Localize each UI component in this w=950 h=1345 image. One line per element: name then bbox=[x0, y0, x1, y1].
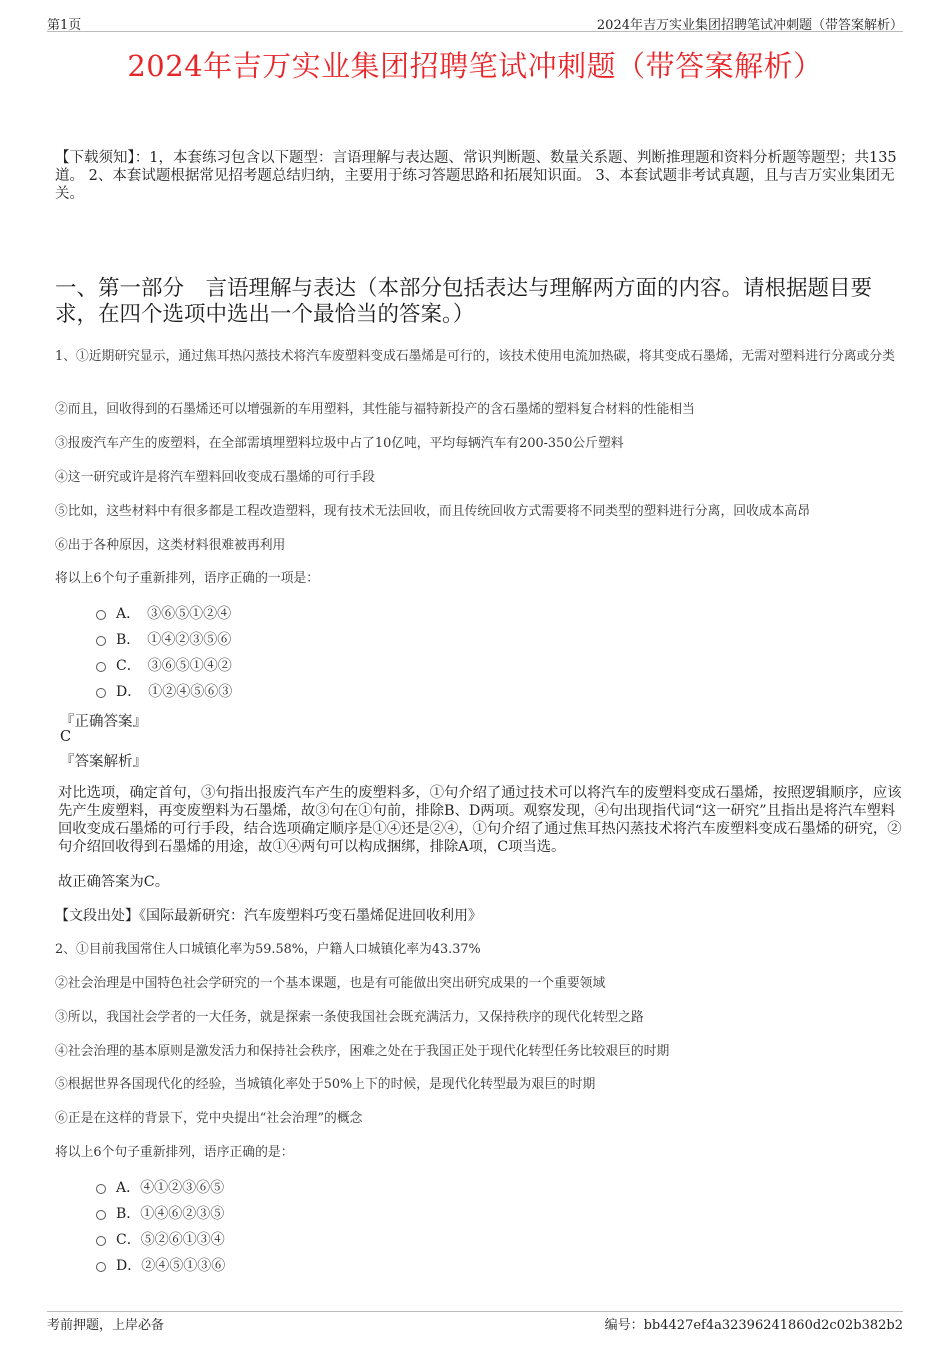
analysis-text: 对比选项，确定首句，③句指出报废汽车产生的废塑料多，①句介绍了通过技术可以将汽车的废塑料变成石墨烯，按照逻辑顺序，应该先产生废塑料，再变废塑料为石墨烯，故③句在①句前，排除B、D两项。观察发现，④句出现指代词“这一研究”且指出是将汽车塑料回收变成石墨烯的可行手段，结合选项确定顺序是①④还是②④，①句介绍了通过焦耳热闪蒸技术将汽车废塑料变成石墨烯的研究，②句介绍回收得到石墨烯的用途，故①④两句可以构成捆绑，排除A项，C项当选。 bbox=[58, 785, 902, 855]
q1-line-1: 1、①近期研究显示，通过焦耳热闪蒸技术将汽车废塑料变成石墨烯是可行的，该技术使用电流加热碳，将其变成石墨烯，无需对塑料进行分离或分类 bbox=[55, 349, 895, 364]
q1-line-3: ③报废汽车产生的废塑料，在全部需填埋塑料垃圾中占了10亿吨，平均每辆汽车有200-350公斤塑料 bbox=[55, 436, 624, 451]
q2-line-2: ②社会治理是中国特色社会学研究的一个基本课题，也是有可能做出突出研究成果的一个重要领域 bbox=[55, 976, 606, 991]
q2-prompt: 将以上6个句子重新排列，语序正确的是： bbox=[55, 1145, 294, 1160]
document-title: 2024年吉万实业集团招聘笔试冲刺题（带答案解析） bbox=[127, 49, 823, 83]
footer-doc-id: 编号：bb4427ef4a32396241860d2c02b382b2 bbox=[604, 1318, 903, 1333]
answer-label: 『正确答案』 bbox=[60, 714, 147, 730]
header-doc-title: 2024年吉万实业集团招聘笔试冲刺题（带答案解析） bbox=[596, 18, 903, 33]
q2-line-3: ③所以，我国社会学者的一大任务，就是探索一条使我国社会既充满活力，又保持秩序的现代化转型之路 bbox=[55, 1010, 644, 1025]
q1-line-4: ④这一研究或许是将汽车塑料回收变成石墨烯的可行手段 bbox=[55, 470, 375, 485]
radio-icon[interactable] bbox=[96, 1262, 106, 1272]
q1-prompt: 将以上6个句子重新排列，语序正确的一项是： bbox=[55, 571, 320, 586]
analysis-label: 『答案解析』 bbox=[60, 754, 147, 770]
q1-option-b[interactable]: B． ①④②③⑤⑥ bbox=[96, 631, 231, 649]
q2-line-4: ④社会治理的基本原则是激发活力和保持社会秩序，困难之处在于我国正处于现代化转型任务比较艰巨的时期 bbox=[55, 1044, 670, 1059]
q1-line-6: ⑥出于各种原因，这类材料很难被再利用 bbox=[55, 538, 286, 553]
q2-line-5: ⑤根据世界各国现代化的经验，当城镇化率处于50%上下的时候，是现代化转型最为艰巨的时期 bbox=[55, 1077, 596, 1092]
footer-slogan: 考前押题，上岸必备 bbox=[47, 1318, 165, 1333]
radio-icon[interactable] bbox=[96, 636, 106, 646]
download-notice: 【下载须知】：1，本套练习包含以下题型：言语理解与表达题、常识判断题、数量关系题、判断推理题和资料分析题等题型；共135道。 2、本套试题根据常见招考题总结归纳，主要用于练习答题思路和拓展知识面。 3、本套试题非考试真题，且与吉万实业集团无关。 bbox=[55, 150, 897, 202]
q2-option-c[interactable]: C．⑤②⑥①③④ bbox=[96, 1231, 225, 1249]
radio-icon[interactable] bbox=[96, 1184, 106, 1194]
radio-icon[interactable] bbox=[96, 1236, 106, 1246]
radio-icon[interactable] bbox=[96, 610, 106, 620]
analysis-conclusion: 故正确答案为C。 bbox=[58, 874, 170, 890]
footer-divider bbox=[47, 1311, 903, 1312]
radio-icon[interactable] bbox=[96, 688, 106, 698]
q2-option-d[interactable]: D．②④⑤①③⑥ bbox=[96, 1257, 225, 1275]
header-divider bbox=[47, 31, 903, 32]
q1-option-c[interactable]: C． ③⑥⑤①④② bbox=[96, 657, 232, 675]
q2-option-b[interactable]: B．①④⑥②③⑤ bbox=[96, 1205, 224, 1223]
q1-option-a[interactable]: A． ③⑥⑤①②④ bbox=[96, 605, 231, 623]
section-heading: 一、第一部分 言语理解与表达（本部分包括表达与理解两方面的内容。请根据题目要求，在四个选项中选出一个最恰当的答案。） bbox=[55, 276, 873, 327]
source-citation: 【文段出处】《国际最新研究：汽车废塑料巧变石墨烯促进回收利用》 bbox=[55, 908, 482, 924]
q1-option-d[interactable]: D． ①②④⑤⑥③ bbox=[96, 683, 232, 701]
q2-line-1: 2、①目前我国常住人口城镇化率为59.58%，户籍人口城镇化率为43.37% bbox=[55, 942, 481, 957]
radio-icon[interactable] bbox=[96, 1210, 106, 1220]
q1-line-2: ②而且，回收得到的石墨烯还可以增强新的车用塑料，其性能与福特新投产的含石墨烯的塑料复合材料的性能相当 bbox=[55, 402, 695, 417]
q1-line-5: ⑤比如，这些材料中有很多都是工程改造塑料，现有技术无法回收，而且传统回收方式需要将不同类型的塑料进行分离，回收成本高昂 bbox=[55, 504, 811, 519]
q2-line-6: ⑥正是在这样的背景下，党中央提出“社会治理”的概念 bbox=[55, 1111, 363, 1126]
q2-option-a[interactable]: A．④①②③⑥⑤ bbox=[96, 1179, 224, 1197]
page-number: 第1页 bbox=[47, 18, 82, 33]
radio-icon[interactable] bbox=[96, 662, 106, 672]
answer-value: C bbox=[60, 729, 72, 745]
